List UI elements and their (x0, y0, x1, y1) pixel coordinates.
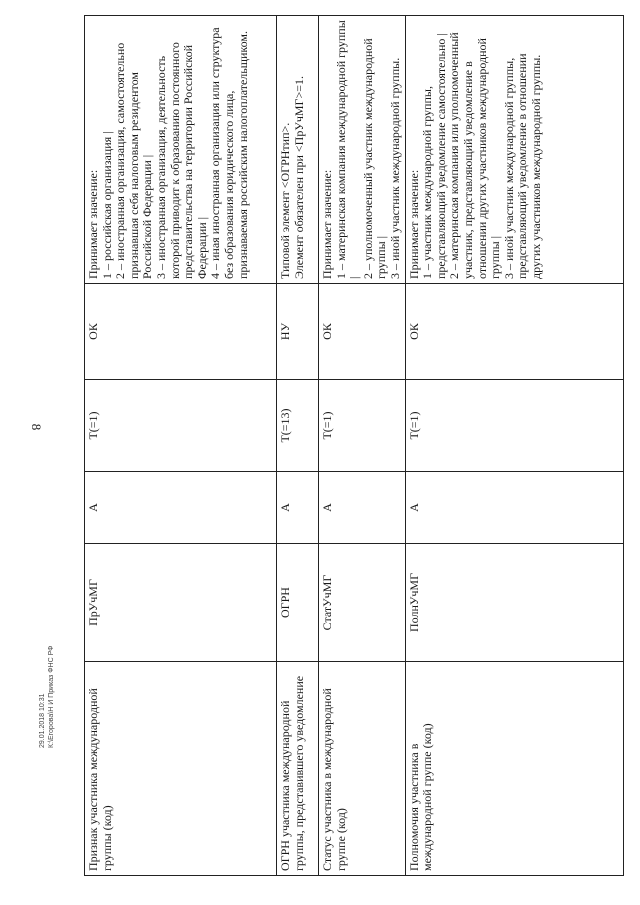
note-line: 3 – иной участник международной группы. (387, 57, 402, 279)
element-required-cell: ОК (319, 284, 406, 380)
element-type-cell: А (405, 472, 623, 544)
elements-table (84, 15, 624, 876)
note-line: 2 – уполномоченный участник международной группы | (360, 38, 389, 279)
page-number: 8 (29, 423, 44, 431)
note-line: 3 – иностранная организация, деятельность которой приводит к образованию постоянного представительства на территории Российской Федерации | (153, 42, 209, 279)
note-line: 1 – российская организация | (99, 131, 114, 279)
element-name-cell: Статус участника в международной группе (код) (319, 662, 406, 876)
note-line: 2 – материнская компания или уполномоченный участник, представляющий уведомление в отношении других участников международной группы | (447, 32, 503, 279)
element-code-cell: ОГРН (277, 544, 319, 662)
note-line: Принимает значение: (86, 169, 100, 279)
element-required-cell: ОК (85, 284, 277, 380)
note-line: Типовой элемент <ОГРНтип>. (278, 122, 292, 279)
footer-timestamp: 29.01.2018 10:31 (39, 693, 46, 748)
element-required-cell: ОК (405, 284, 623, 380)
table-row (405, 16, 623, 876)
element-type-cell: А (277, 472, 319, 544)
element-format-cell: Т(=1) (85, 380, 277, 472)
note-line: 2 – иностранная организация, самостоятельно признавшая себя налоговым резидентом Российской Федерации | (113, 42, 155, 279)
note-line: Принимает значение: (406, 169, 421, 279)
element-notes-cell (85, 16, 277, 284)
footer-path: К:\Егорова\Н И Приказ ФНС РФ (48, 645, 55, 748)
element-format-cell: Т(=1) (319, 380, 406, 472)
element-name-cell: Полномочия участника в международной группе (код) (405, 662, 623, 876)
note-line: Принимает значение: (320, 169, 334, 279)
element-code-cell: СтатУчМГ (319, 544, 406, 662)
element-type-cell: А (319, 472, 406, 544)
element-notes-cell (319, 16, 406, 284)
footer-note (38, 618, 56, 748)
note-line: 4 – иная иностранная организация или структура без образования юридического лица, признаваемая российским налогоплательщиком. (208, 27, 250, 279)
note-line: 1 – участник международной группы, представляющий уведомление самостоятельно | (420, 33, 448, 279)
element-required-cell: НУ (277, 284, 319, 380)
element-notes-cell (277, 16, 319, 284)
element-format-cell: Т(=1) (405, 380, 623, 472)
element-code-cell: ПолнУчМГ (405, 544, 623, 662)
element-name-cell: ОГРН участника международной группы, представившего уведомление (277, 662, 319, 876)
note-line: 1 – материнская компания международной группы | (333, 20, 362, 279)
element-name-cell: Признак участника международной группы (код) (85, 662, 277, 876)
table-row (319, 16, 406, 876)
element-notes-cell (405, 16, 623, 284)
element-type-cell: А (85, 472, 277, 544)
element-code-cell: ПрУчМГ (85, 544, 277, 662)
rotated-table-wrapper (84, 16, 608, 876)
note-line: 3 – иной участник международной группы, представляющий уведомление в отношении других участников международной группы. (501, 53, 543, 279)
element-format-cell: Т(=13) (277, 380, 319, 472)
table-row (277, 16, 319, 876)
note-line: Элемент обязателен при <ПрУчМГ>=1. (291, 75, 306, 279)
table-row (85, 16, 277, 876)
